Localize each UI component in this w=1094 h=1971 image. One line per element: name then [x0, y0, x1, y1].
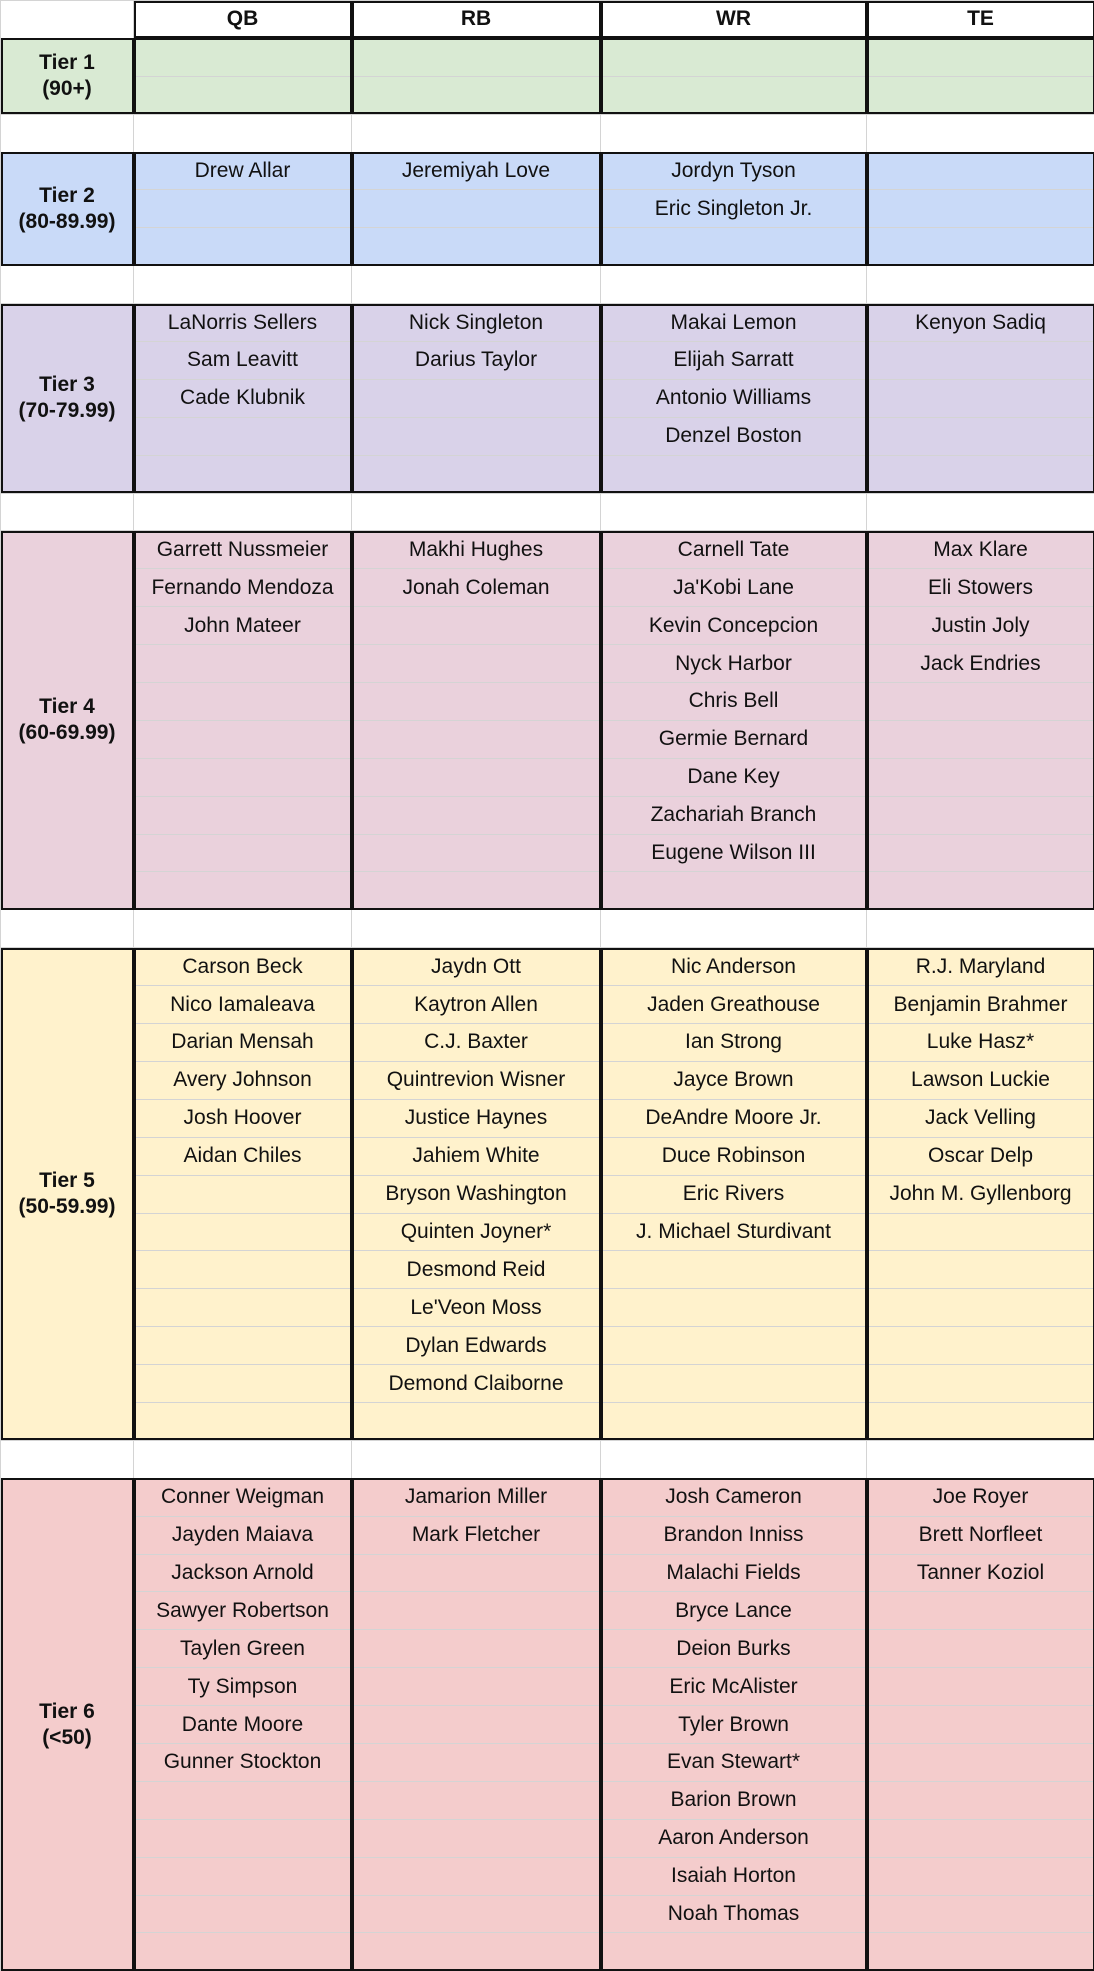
player-cell-te[interactable] — [867, 228, 1094, 266]
player-cell-wr[interactable]: Aaron Anderson — [601, 1819, 867, 1857]
empty-cell[interactable] — [352, 910, 601, 948]
player-cell-wr[interactable] — [601, 455, 867, 493]
tier-name: Tier 1 — [1, 50, 133, 76]
player-cell-te[interactable] — [867, 1327, 1094, 1365]
player-cell-rb[interactable] — [352, 758, 601, 796]
tier-6-row — [1, 1554, 1094, 1592]
player-cell-qb[interactable] — [134, 834, 352, 872]
player-cell-wr[interactable]: Ja'Kobi Lane — [601, 569, 867, 607]
player-cell-rb[interactable] — [352, 455, 601, 493]
tier-4-row — [1, 683, 1094, 721]
player-cell-te[interactable]: Brett Norfleet — [867, 1516, 1094, 1554]
tier-5-row — [1, 948, 1094, 986]
player-cell-qb[interactable]: Aidan Chiles — [134, 1137, 352, 1175]
tier-6-row — [1, 1668, 1094, 1706]
tier-name: Tier 6 — [1, 1699, 133, 1725]
tier-6-row — [1, 1743, 1094, 1781]
player-cell-qb[interactable] — [134, 417, 352, 455]
player-cell-rb[interactable] — [352, 834, 601, 872]
tier-2-row — [1, 152, 1094, 190]
player-cell-wr[interactable]: Noah Thomas — [601, 1895, 867, 1933]
player-cell-qb[interactable] — [134, 1402, 352, 1440]
player-cell-te[interactable] — [867, 190, 1094, 228]
player-cell-wr[interactable]: Brandon Inniss — [601, 1516, 867, 1554]
empty-cell[interactable] — [134, 266, 352, 304]
player-cell-qb[interactable] — [134, 190, 352, 228]
tier-4-row — [1, 758, 1094, 796]
player-cell-rb[interactable]: C.J. Baxter — [352, 1024, 601, 1062]
player-cell-te[interactable] — [867, 758, 1094, 796]
tier-2-row — [1, 190, 1094, 228]
player-cell-rb[interactable] — [352, 1781, 601, 1819]
tier-5-row — [1, 1402, 1094, 1440]
player-cell-wr[interactable]: Barion Brown — [601, 1781, 867, 1819]
spacer-row — [1, 114, 1094, 152]
tier-6-row — [1, 1706, 1094, 1744]
header-row — [1, 1, 1094, 39]
tier-6-row — [1, 1781, 1094, 1819]
player-cell-te[interactable] — [867, 76, 1094, 114]
empty-cell[interactable] — [134, 910, 352, 948]
tier-6-row — [1, 1478, 1094, 1516]
player-cell-qb[interactable] — [134, 758, 352, 796]
player-cell-qb[interactable]: Gunner Stockton — [134, 1743, 352, 1781]
player-cell-wr[interactable]: Kevin Concepcion — [601, 607, 867, 645]
player-cell-wr[interactable]: Tyler Brown — [601, 1706, 867, 1744]
player-cell-qb[interactable] — [134, 1857, 352, 1895]
player-cell-te[interactable]: Eli Stowers — [867, 569, 1094, 607]
tier-2-row — [1, 228, 1094, 266]
player-cell-rb[interactable] — [352, 796, 601, 834]
player-cell-rb[interactable]: Demond Claiborne — [352, 1365, 601, 1403]
player-cell-te[interactable] — [867, 683, 1094, 721]
player-cell-qb[interactable]: Carson Beck — [134, 948, 352, 986]
player-cell-wr[interactable]: Carnell Tate — [601, 531, 867, 569]
player-cell-rb[interactable] — [352, 720, 601, 758]
player-cell-rb[interactable]: Dylan Edwards — [352, 1327, 601, 1365]
player-cell-te[interactable] — [867, 1592, 1094, 1630]
tier-range: (90+) — [1, 76, 133, 102]
tier-label-cell[interactable] — [1, 38, 134, 114]
tier-6-row — [1, 1933, 1094, 1971]
spacer-row — [1, 1440, 1094, 1478]
player-cell-qb[interactable] — [134, 1819, 352, 1857]
player-cell-te[interactable]: Jack Endries — [867, 645, 1094, 683]
player-cell-te[interactable] — [867, 152, 1094, 190]
tier-5-row — [1, 1327, 1094, 1365]
tier-name: Tier 3 — [1, 372, 133, 398]
player-cell-te[interactable] — [867, 834, 1094, 872]
player-cell-wr[interactable]: Jordyn Tyson — [601, 152, 867, 190]
player-cell-qb[interactable]: Sam Leavitt — [134, 342, 352, 380]
player-cell-qb[interactable]: John Mateer — [134, 607, 352, 645]
player-cell-te[interactable]: Jack Velling — [867, 1099, 1094, 1137]
player-cell-rb[interactable] — [352, 1819, 601, 1857]
empty-cell[interactable] — [867, 114, 1094, 152]
tier-3-row — [1, 455, 1094, 493]
empty-cell[interactable] — [352, 1440, 601, 1478]
player-cell-te[interactable] — [867, 1402, 1094, 1440]
player-cell-rb[interactable]: Bryson Washington — [352, 1175, 601, 1213]
player-cell-wr[interactable] — [601, 1933, 867, 1971]
player-cell-wr[interactable]: Duce Robinson — [601, 1137, 867, 1175]
tier-6-row — [1, 1630, 1094, 1668]
player-cell-rb[interactable]: Jeremiyah Love — [352, 152, 601, 190]
player-cell-wr[interactable]: Deion Burks — [601, 1630, 867, 1668]
empty-cell[interactable] — [352, 266, 601, 304]
player-cell-te[interactable] — [867, 720, 1094, 758]
player-cell-te[interactable] — [867, 455, 1094, 493]
grid-body — [1, 1, 1094, 1971]
player-cell-rb[interactable] — [352, 872, 601, 910]
player-cell-rb[interactable]: Le'Veon Moss — [352, 1289, 601, 1327]
player-cell-rb[interactable] — [352, 1668, 601, 1706]
player-cell-te[interactable] — [867, 1706, 1094, 1744]
player-cell-wr[interactable]: Jayce Brown — [601, 1061, 867, 1099]
player-cell-rb[interactable] — [352, 1933, 601, 1971]
player-cell-te[interactable] — [867, 796, 1094, 834]
empty-cell[interactable] — [352, 114, 601, 152]
player-cell-qb[interactable]: Garrett Nussmeier — [134, 531, 352, 569]
empty-cell[interactable] — [601, 493, 867, 531]
player-cell-qb[interactable] — [134, 38, 352, 76]
player-cell-rb[interactable]: Jamarion Miller — [352, 1478, 601, 1516]
player-cell-rb[interactable] — [352, 1706, 601, 1744]
player-cell-te[interactable] — [867, 342, 1094, 380]
tier-label-cell[interactable] — [1, 152, 134, 266]
empty-cell[interactable] — [867, 1440, 1094, 1478]
tier-range: (50-59.99) — [1, 1194, 133, 1220]
player-cell-rb[interactable]: Darius Taylor — [352, 342, 601, 380]
player-cell-te[interactable] — [867, 872, 1094, 910]
player-cell-rb[interactable] — [352, 1592, 601, 1630]
tier-name: Tier 2 — [1, 183, 133, 209]
empty-cell[interactable] — [867, 493, 1094, 531]
player-cell-wr[interactable]: Eric Rivers — [601, 1175, 867, 1213]
empty-cell[interactable] — [1, 266, 134, 304]
player-cell-wr[interactable]: Ian Strong — [601, 1024, 867, 1062]
player-cell-te[interactable]: Justin Joly — [867, 607, 1094, 645]
player-cell-qb[interactable] — [134, 796, 352, 834]
player-cell-te[interactable] — [867, 417, 1094, 455]
tier-6-row — [1, 1516, 1094, 1554]
player-cell-te[interactable] — [867, 1213, 1094, 1251]
empty-cell[interactable] — [134, 493, 352, 531]
player-cell-te[interactable] — [867, 1857, 1094, 1895]
player-cell-rb[interactable] — [352, 38, 601, 76]
player-cell-wr[interactable]: Antonio Williams — [601, 379, 867, 417]
tier-4-row — [1, 645, 1094, 683]
player-cell-qb[interactable]: Josh Hoover — [134, 1099, 352, 1137]
tier-4-row — [1, 872, 1094, 910]
player-cell-rb[interactable] — [352, 607, 601, 645]
player-cell-te[interactable] — [867, 1365, 1094, 1403]
player-cell-qb[interactable] — [134, 1289, 352, 1327]
empty-cell[interactable] — [1, 114, 134, 152]
player-cell-te[interactable] — [867, 1251, 1094, 1289]
empty-cell[interactable] — [1, 493, 134, 531]
player-cell-rb[interactable] — [352, 1554, 601, 1592]
player-cell-wr[interactable]: Eric Singleton Jr. — [601, 190, 867, 228]
tier-label-cell[interactable] — [1, 948, 134, 1441]
player-cell-qb[interactable]: Fernando Mendoza — [134, 569, 352, 607]
player-cell-te[interactable] — [867, 38, 1094, 76]
player-cell-te[interactable] — [867, 1289, 1094, 1327]
tier-5-row — [1, 1251, 1094, 1289]
player-cell-wr[interactable] — [601, 1327, 867, 1365]
empty-cell[interactable] — [134, 114, 352, 152]
tier-6-row — [1, 1592, 1094, 1630]
player-cell-wr[interactable]: Zachariah Branch — [601, 796, 867, 834]
player-cell-rb[interactable]: Kaytron Allen — [352, 986, 601, 1024]
tier-3-row — [1, 304, 1094, 342]
tier-range: (70-79.99) — [1, 398, 133, 424]
player-cell-wr[interactable]: Eugene Wilson III — [601, 834, 867, 872]
player-cell-rb[interactable]: Jaydn Ott — [352, 948, 601, 986]
empty-cell[interactable] — [601, 910, 867, 948]
player-cell-te[interactable]: Lawson Luckie — [867, 1061, 1094, 1099]
tier-label-cell[interactable] — [1, 304, 134, 493]
player-cell-qb[interactable]: Sawyer Robertson — [134, 1592, 352, 1630]
empty-cell[interactable] — [601, 1440, 867, 1478]
player-cell-qb[interactable]: LaNorris Sellers — [134, 304, 352, 342]
tier-label-cell[interactable] — [1, 531, 134, 910]
tier-5-row — [1, 1099, 1094, 1137]
tier-name: Tier 4 — [1, 694, 133, 720]
corner-cell[interactable] — [1, 1, 134, 39]
tier-name: Tier 5 — [1, 1168, 133, 1194]
player-cell-wr[interactable]: Makai Lemon — [601, 304, 867, 342]
player-cell-wr[interactable]: Malachi Fields — [601, 1554, 867, 1592]
player-cell-rb[interactable]: Jonah Coleman — [352, 569, 601, 607]
tier-1-row — [1, 76, 1094, 114]
column-header-wr[interactable]: WR — [601, 1, 867, 39]
tier-6-row — [1, 1895, 1094, 1933]
tier-4-row — [1, 720, 1094, 758]
spacer-row — [1, 493, 1094, 531]
tier-6-row — [1, 1819, 1094, 1857]
player-cell-wr[interactable] — [601, 38, 867, 76]
player-cell-qb[interactable] — [134, 455, 352, 493]
tier-5-row — [1, 1175, 1094, 1213]
tier-4-row — [1, 834, 1094, 872]
player-cell-rb[interactable] — [352, 76, 601, 114]
player-cell-rb[interactable] — [352, 417, 601, 455]
tier-5-row — [1, 1289, 1094, 1327]
player-cell-qb[interactable]: Cade Klubnik — [134, 379, 352, 417]
player-cell-qb[interactable] — [134, 228, 352, 266]
column-header-qb[interactable]: QB — [134, 1, 352, 39]
spacer-row — [1, 266, 1094, 304]
empty-cell[interactable] — [134, 1440, 352, 1478]
player-cell-wr[interactable]: Elijah Sarratt — [601, 342, 867, 380]
player-cell-te[interactable] — [867, 1781, 1094, 1819]
player-cell-rb[interactable]: Desmond Reid — [352, 1251, 601, 1289]
player-cell-wr[interactable]: Nyck Harbor — [601, 645, 867, 683]
player-cell-wr[interactable]: Chris Bell — [601, 683, 867, 721]
player-cell-rb[interactable] — [352, 1857, 601, 1895]
player-cell-wr[interactable] — [601, 76, 867, 114]
tier-6-row — [1, 1857, 1094, 1895]
player-cell-wr[interactable] — [601, 872, 867, 910]
empty-cell[interactable] — [352, 493, 601, 531]
tier-label-cell[interactable] — [1, 1478, 134, 1971]
player-cell-rb[interactable] — [352, 190, 601, 228]
player-cell-wr[interactable]: Dane Key — [601, 758, 867, 796]
player-cell-te[interactable]: Benjamin Brahmer — [867, 986, 1094, 1024]
tier-3-row — [1, 379, 1094, 417]
player-cell-te[interactable] — [867, 1668, 1094, 1706]
player-cell-qb[interactable] — [134, 76, 352, 114]
player-cell-te[interactable]: Joe Royer — [867, 1478, 1094, 1516]
player-cell-rb[interactable] — [352, 683, 601, 721]
player-cell-qb[interactable] — [134, 1213, 352, 1251]
tier-5-row — [1, 1213, 1094, 1251]
tier-4-row — [1, 607, 1094, 645]
tier-range: (80-89.99) — [1, 209, 133, 235]
player-cell-qb[interactable] — [134, 645, 352, 683]
empty-cell[interactable] — [1, 910, 134, 948]
player-cell-te[interactable] — [867, 1895, 1094, 1933]
player-cell-te[interactable]: Luke Hasz* — [867, 1024, 1094, 1062]
tier-4-row — [1, 569, 1094, 607]
player-cell-qb[interactable] — [134, 1895, 352, 1933]
column-header-te[interactable]: TE — [867, 1, 1094, 39]
player-cell-te[interactable]: John M. Gyllenborg — [867, 1175, 1094, 1213]
player-cell-te[interactable] — [867, 1933, 1094, 1971]
player-cell-rb[interactable] — [352, 228, 601, 266]
player-cell-wr[interactable] — [601, 1365, 867, 1403]
player-cell-te[interactable]: Kenyon Sadiq — [867, 304, 1094, 342]
player-cell-qb[interactable]: Taylen Green — [134, 1630, 352, 1668]
tier-5-row — [1, 1137, 1094, 1175]
player-cell-rb[interactable]: Nick Singleton — [352, 304, 601, 342]
player-cell-rb[interactable] — [352, 645, 601, 683]
tier-3-row — [1, 417, 1094, 455]
player-cell-wr[interactable]: Josh Cameron — [601, 1478, 867, 1516]
player-cell-wr[interactable] — [601, 1251, 867, 1289]
player-cell-qb[interactable]: Dante Moore — [134, 1706, 352, 1744]
player-cell-te[interactable]: R.J. Maryland — [867, 948, 1094, 986]
player-cell-wr[interactable] — [601, 1402, 867, 1440]
player-cell-rb[interactable]: Quinten Joyner* — [352, 1213, 601, 1251]
player-cell-rb[interactable] — [352, 1402, 601, 1440]
player-cell-te[interactable]: Max Klare — [867, 531, 1094, 569]
tier-5-row — [1, 1024, 1094, 1062]
player-cell-wr[interactable]: DeAndre Moore Jr. — [601, 1099, 867, 1137]
player-cell-te[interactable] — [867, 379, 1094, 417]
tier-5-row — [1, 986, 1094, 1024]
spacer-row — [1, 910, 1094, 948]
player-cell-qb[interactable]: Darian Mensah — [134, 1024, 352, 1062]
player-cell-qb[interactable]: Jayden Maiava — [134, 1516, 352, 1554]
player-cell-qb[interactable] — [134, 872, 352, 910]
player-cell-wr[interactable] — [601, 1289, 867, 1327]
column-header-rb[interactable]: RB — [352, 1, 601, 39]
player-cell-te[interactable] — [867, 1743, 1094, 1781]
player-cell-rb[interactable]: Jahiem White — [352, 1137, 601, 1175]
player-cell-qb[interactable] — [134, 1781, 352, 1819]
player-cell-qb[interactable] — [134, 683, 352, 721]
player-cell-rb[interactable] — [352, 1743, 601, 1781]
player-cell-qb[interactable] — [134, 720, 352, 758]
tier-3-row — [1, 342, 1094, 380]
player-cell-qb[interactable]: Conner Weigman — [134, 1478, 352, 1516]
player-cell-wr[interactable]: Eric McAlister — [601, 1668, 867, 1706]
empty-cell[interactable] — [1, 1440, 134, 1478]
player-cell-qb[interactable]: Jackson Arnold — [134, 1554, 352, 1592]
player-cell-qb[interactable] — [134, 1365, 352, 1403]
player-cell-wr[interactable]: J. Michael Sturdivant — [601, 1213, 867, 1251]
player-cell-rb[interactable] — [352, 379, 601, 417]
player-cell-qb[interactable] — [134, 1251, 352, 1289]
player-cell-qb[interactable] — [134, 1175, 352, 1213]
player-cell-wr[interactable]: Bryce Lance — [601, 1592, 867, 1630]
empty-cell[interactable] — [867, 910, 1094, 948]
empty-cell[interactable] — [601, 266, 867, 304]
tier-range: (<50) — [1, 1725, 133, 1751]
player-cell-qb[interactable]: Avery Johnson — [134, 1061, 352, 1099]
player-cell-wr[interactable]: Denzel Boston — [601, 417, 867, 455]
player-cell-te[interactable]: Oscar Delp — [867, 1137, 1094, 1175]
player-cell-wr[interactable]: Evan Stewart* — [601, 1743, 867, 1781]
tier-range: (60-69.99) — [1, 720, 133, 746]
tier-4-row — [1, 796, 1094, 834]
tier-5-row — [1, 1061, 1094, 1099]
player-cell-wr[interactable]: Jaden Greathouse — [601, 986, 867, 1024]
player-cell-te[interactable] — [867, 1819, 1094, 1857]
player-cell-rb[interactable]: Makhi Hughes — [352, 531, 601, 569]
empty-cell[interactable] — [601, 114, 867, 152]
player-cell-wr[interactable] — [601, 228, 867, 266]
tier-4-row — [1, 531, 1094, 569]
player-cell-wr[interactable]: Germie Bernard — [601, 720, 867, 758]
tier-1-row — [1, 38, 1094, 76]
player-cell-qb[interactable]: Nico Iamaleava — [134, 986, 352, 1024]
player-cell-rb[interactable]: Justice Haynes — [352, 1099, 601, 1137]
player-cell-te[interactable]: Tanner Koziol — [867, 1554, 1094, 1592]
player-cell-rb[interactable] — [352, 1630, 601, 1668]
player-cell-qb[interactable] — [134, 1933, 352, 1971]
player-cell-qb[interactable] — [134, 1327, 352, 1365]
player-cell-te[interactable] — [867, 1630, 1094, 1668]
player-cell-qb[interactable]: Drew Allar — [134, 152, 352, 190]
player-cell-rb[interactable]: Mark Fletcher — [352, 1516, 601, 1554]
player-cell-qb[interactable]: Ty Simpson — [134, 1668, 352, 1706]
player-cell-rb[interactable] — [352, 1895, 601, 1933]
player-cell-wr[interactable]: Isaiah Horton — [601, 1857, 867, 1895]
player-cell-wr[interactable]: Nic Anderson — [601, 948, 867, 986]
player-cell-rb[interactable]: Quintrevion Wisner — [352, 1061, 601, 1099]
empty-cell[interactable] — [867, 266, 1094, 304]
tier-5-row — [1, 1365, 1094, 1403]
